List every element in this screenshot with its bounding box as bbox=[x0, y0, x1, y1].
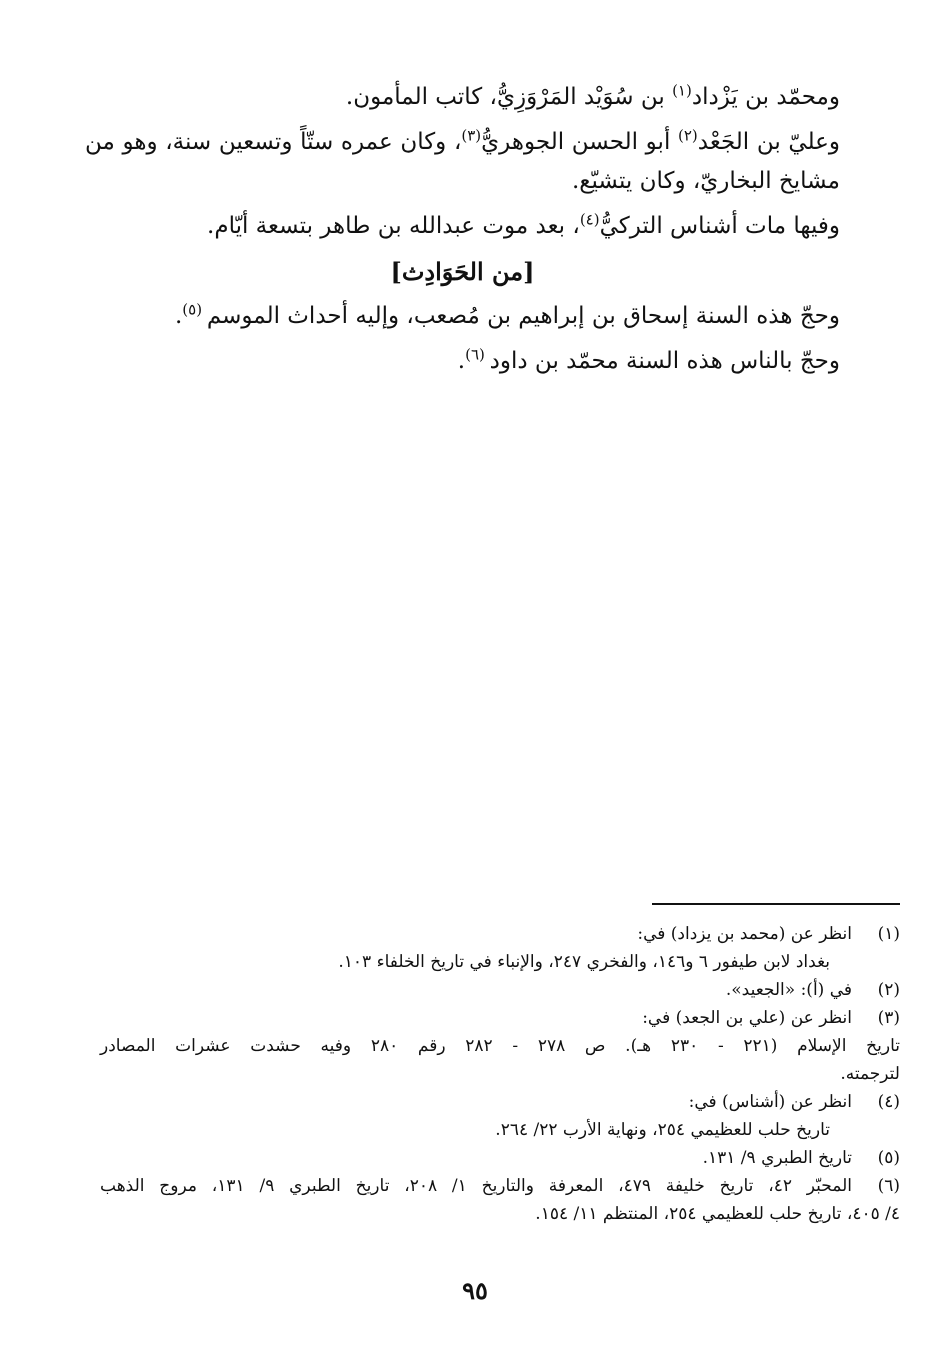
footnote-number: (٥) bbox=[877, 1148, 900, 1168]
footnote-text: انظر عن (علي بن الجعد) في: bbox=[642, 1008, 852, 1028]
footnote-ref-1[interactable]: (١) bbox=[672, 81, 692, 100]
footnote-3-continuation bbox=[100, 1032, 900, 1088]
footnote-ref-4[interactable]: (٤) bbox=[579, 210, 600, 229]
paragraph-text: ومحمّد بن يَزْداد bbox=[691, 84, 840, 110]
footnote-5 bbox=[100, 1144, 900, 1172]
paragraph-3 bbox=[85, 207, 840, 246]
paragraph-text: أبو الحسن الجوهريُّ bbox=[481, 129, 678, 155]
footnote-number: (٦) bbox=[877, 1176, 900, 1196]
paragraph-text: وفيها مات أشناس التركيُّ bbox=[599, 213, 840, 239]
footnote-text: المحبّر ٤٢، تاريخ خليفة ٤٧٩، المعرفة والتاريخ ١/ ٢٠٨، تاريخ الطبري ٩/ ١٣١، مروج الذهب bbox=[100, 1176, 852, 1196]
footnote-6-continuation bbox=[100, 1200, 900, 1228]
footnote-4 bbox=[100, 1088, 900, 1144]
footnote-number: (١) bbox=[877, 924, 900, 944]
footnote-body bbox=[100, 976, 852, 1004]
footnote-ref-5[interactable]: (٥) bbox=[182, 300, 207, 319]
footnote-text: تاريخ الطبري ٩/ ١٣١. bbox=[702, 1148, 852, 1168]
paragraph-text: وحجّ هذه السنة إسحاق بن إبراهيم بن مُصعب، وإليه أحداث الموسم bbox=[206, 303, 840, 329]
paragraph-text: بن سُوَيْد المَرْوَزِيُّ، كاتب المأمون. bbox=[345, 84, 673, 110]
footnote-ref-2[interactable]: (٢) bbox=[678, 126, 698, 145]
footnote-text: تاريخ حلب للعظيمي ٢٥٤، ونهاية الأرب ٢٢/ ٢٦٤. bbox=[495, 1120, 830, 1140]
paragraph-5 bbox=[85, 342, 840, 381]
footnote-text: انظر عن (أشناس) في: bbox=[688, 1092, 852, 1112]
footnote-ref-3[interactable]: (٣) bbox=[461, 126, 482, 145]
footnote-3 bbox=[100, 1004, 900, 1032]
paragraph-text: ، بعد موت عبدالله بن طاهر بتسعة أيّام. bbox=[207, 213, 580, 239]
footnotes bbox=[100, 920, 900, 1228]
footnote-number: (٤) bbox=[877, 1092, 900, 1112]
main-text bbox=[85, 78, 840, 387]
paragraph-1 bbox=[85, 78, 840, 117]
footnote-body bbox=[100, 1172, 852, 1200]
paragraph-4 bbox=[85, 297, 840, 336]
footnote-text: لترجمته. bbox=[840, 1064, 900, 1084]
footnote-2 bbox=[100, 976, 900, 1004]
footnote-ref-6[interactable]: (٦) bbox=[465, 345, 490, 364]
footnote-text: ٤/ ٤٠٥، تاريخ حلب للعظيمي ٢٥٤، المنتظم ١١/ ١٥٤. bbox=[535, 1204, 900, 1224]
footnote-text: في (أ): «الجعيد». bbox=[725, 980, 852, 1000]
paragraph-2 bbox=[85, 123, 840, 201]
footnote-body bbox=[100, 1144, 852, 1172]
footnote-body bbox=[100, 920, 852, 976]
footnote-divider bbox=[652, 903, 900, 905]
footnote-6 bbox=[100, 1172, 900, 1200]
footnote-number: (٢) bbox=[877, 980, 900, 1000]
section-heading: [من الحَوَادِث] bbox=[390, 257, 535, 286]
paragraph-text: ، وكان عمره ستّاً وتسعين سنة، وهو من مشايخ البخاريّ، وكان يتشيّع. bbox=[85, 129, 840, 194]
paragraph-text: . bbox=[174, 303, 183, 329]
paragraph-text: وحجّ بالناس هذه السنة محمّد بن داود bbox=[489, 348, 840, 374]
paragraph-text: . bbox=[457, 348, 466, 374]
page-number: ٩٥ bbox=[462, 1276, 488, 1305]
footnote-text: تاريخ الإسلام (٢٢١ - ٢٣٠ هـ). ص ٢٧٨ - ٢٨٢ رقم ٢٨٠ وفيه حشدت عشرات المصادر bbox=[100, 1036, 900, 1056]
footnote-text: انظر عن (محمد بن يزداد) في: bbox=[637, 924, 852, 944]
footnote-text: بغداد لابن طيفور ٦ و١٤٦، والفخري ٢٤٧، والإنباء في تاريخ الخلفاء ١٠٣. bbox=[338, 952, 830, 972]
footnote-1 bbox=[100, 920, 900, 976]
footnote-number: (٣) bbox=[877, 1008, 900, 1028]
paragraph-text: وعليّ بن الجَعْد bbox=[697, 129, 841, 155]
footnote-body bbox=[100, 1004, 852, 1032]
footnote-body bbox=[100, 1088, 852, 1144]
